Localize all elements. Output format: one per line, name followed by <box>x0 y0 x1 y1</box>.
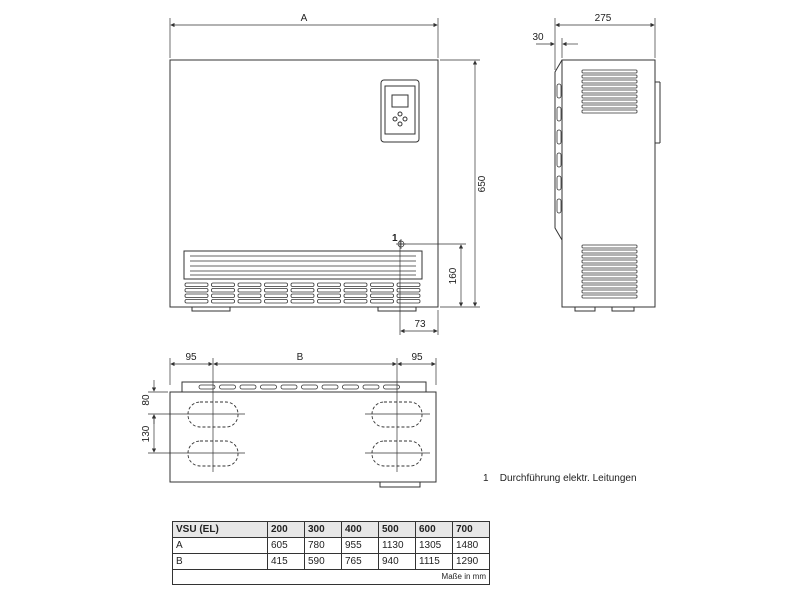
side-dimensions <box>536 18 655 70</box>
vent-slot <box>397 294 420 298</box>
label-a: A <box>300 13 308 24</box>
display-screen <box>392 95 408 107</box>
vent-slot <box>371 283 394 287</box>
label-left-95: 95 <box>185 352 197 363</box>
label-130: 130 <box>141 425 152 443</box>
vent-slot <box>318 289 341 293</box>
vent-slot <box>185 294 208 298</box>
side-slot <box>557 176 561 190</box>
side-view <box>555 60 660 311</box>
label-275: 275 <box>594 13 612 24</box>
vent-slot <box>185 300 208 304</box>
vent-slot <box>371 289 394 293</box>
front-vent-slots <box>185 283 420 303</box>
side-foot-right <box>612 307 634 311</box>
grille-slot <box>582 280 637 283</box>
vent-slot <box>344 294 367 298</box>
side-upper-grille <box>582 70 637 113</box>
grille-slot <box>582 80 637 83</box>
grille-slot <box>582 265 637 268</box>
label-80: 80 <box>141 394 152 406</box>
vent-slot <box>238 300 261 304</box>
top-vent-slots <box>199 385 400 389</box>
table-cell: 1480 <box>453 538 490 554</box>
grille-slot <box>582 245 637 248</box>
front-foot-right <box>378 307 416 311</box>
top-slot <box>261 385 277 389</box>
mounting-holes <box>188 402 422 466</box>
vent-slot <box>185 283 208 287</box>
vent-slot <box>318 300 341 304</box>
table-cell: 590 <box>305 554 342 570</box>
vent-slot <box>371 300 394 304</box>
top-slot <box>281 385 297 389</box>
table-unit-row <box>173 570 490 585</box>
vent-slot <box>265 294 288 298</box>
top-rear-foot <box>380 482 420 487</box>
table-cell: 780 <box>305 538 342 554</box>
table-header-label: VSU (EL) <box>173 522 268 538</box>
vent-slot <box>238 289 261 293</box>
table-row-a <box>173 538 490 554</box>
grille-slot <box>582 110 637 113</box>
label-73: 73 <box>414 319 426 330</box>
table-cell: 940 <box>379 554 416 570</box>
label-650: 650 <box>477 175 488 193</box>
table-cell: 1130 <box>379 538 416 554</box>
grille-slot <box>582 285 637 288</box>
vent-slot <box>371 294 394 298</box>
table-cell: 605 <box>268 538 305 554</box>
vent-slot <box>212 283 235 287</box>
vent-slot <box>238 283 261 287</box>
front-foot-left <box>192 307 230 311</box>
side-lower-grille <box>582 245 637 298</box>
table-cell: 1115 <box>416 554 453 570</box>
vent-slot <box>265 289 288 293</box>
grille-slot <box>582 275 637 278</box>
vent-slot <box>185 289 208 293</box>
vent-slot <box>344 289 367 293</box>
nav-button-up <box>398 112 402 116</box>
vent-slot <box>397 289 420 293</box>
table-cell: 765 <box>342 554 379 570</box>
top-housing <box>170 392 436 482</box>
side-slot <box>557 199 561 213</box>
table-cell: 955 <box>342 538 379 554</box>
grille-slot <box>582 90 637 93</box>
model-400: 400 <box>342 522 379 538</box>
dimensions-table <box>172 521 490 585</box>
grille-slot <box>582 100 637 103</box>
grille-slot <box>582 290 637 293</box>
unit-note: Maße in mm <box>173 570 490 585</box>
vent-slot <box>344 300 367 304</box>
top-slot <box>343 385 359 389</box>
vent-slot <box>212 300 235 304</box>
vent-slot <box>344 283 367 287</box>
top-view <box>170 382 436 487</box>
side-slot <box>557 153 561 167</box>
grille-slot <box>582 75 637 78</box>
legend-number: 1 <box>483 473 489 484</box>
grille-slot <box>582 295 637 298</box>
top-slot <box>199 385 215 389</box>
vent-slot <box>318 294 341 298</box>
front-view <box>170 60 438 311</box>
nav-button-left <box>393 117 397 121</box>
model-500: 500 <box>379 522 416 538</box>
legend <box>483 473 637 484</box>
top-slot <box>322 385 338 389</box>
top-slot <box>220 385 236 389</box>
top-slot <box>302 385 318 389</box>
vent-slot <box>397 300 420 304</box>
model-700: 700 <box>453 522 490 538</box>
front-dimensions <box>170 18 480 335</box>
row-b-label: B <box>173 554 268 570</box>
nav-button-right <box>403 117 407 121</box>
label-b: B <box>296 352 304 363</box>
table-cell: 1290 <box>453 554 490 570</box>
vent-slot <box>318 283 341 287</box>
vent-slot <box>212 294 235 298</box>
grille-slot <box>582 270 637 273</box>
grille-slot <box>582 85 637 88</box>
marker-1: 1 <box>392 233 398 244</box>
side-slot <box>557 84 561 98</box>
vent-slot <box>265 300 288 304</box>
top-slot <box>240 385 256 389</box>
side-foot-left <box>575 307 595 311</box>
vent-slot <box>212 289 235 293</box>
top-back-panel <box>182 382 426 392</box>
label-right-95: 95 <box>411 352 423 363</box>
grille-slot <box>582 250 637 253</box>
side-slot <box>557 130 561 144</box>
grille-slot <box>582 105 637 108</box>
table-header-row <box>173 522 490 538</box>
front-housing <box>170 60 438 307</box>
label-30: 30 <box>532 32 544 43</box>
vent-slot <box>291 289 314 293</box>
grille-slot <box>582 70 637 73</box>
vent-slot <box>397 283 420 287</box>
model-200: 200 <box>268 522 305 538</box>
vent-slot <box>238 294 261 298</box>
vent-slot <box>265 283 288 287</box>
label-160: 160 <box>448 267 459 285</box>
control-panel-inner <box>385 86 415 134</box>
grille-slot <box>582 95 637 98</box>
table-row-b <box>173 554 490 570</box>
control-panel <box>381 80 419 142</box>
front-grille-lines <box>190 256 416 275</box>
nav-button-down <box>398 122 402 126</box>
vent-slot <box>291 283 314 287</box>
side-slot <box>557 107 561 121</box>
grille-slot <box>582 260 637 263</box>
vent-slot <box>291 300 314 304</box>
top-dimensions <box>148 358 436 472</box>
vent-slot <box>291 294 314 298</box>
grille-slot <box>582 255 637 258</box>
legend-text: Durchführung elektr. Leitungen <box>499 473 637 484</box>
row-a-label: A <box>173 538 268 554</box>
table-cell: 1305 <box>416 538 453 554</box>
top-slot <box>363 385 379 389</box>
side-front-slots <box>557 84 561 213</box>
model-300: 300 <box>305 522 342 538</box>
model-600: 600 <box>416 522 453 538</box>
table-cell: 415 <box>268 554 305 570</box>
